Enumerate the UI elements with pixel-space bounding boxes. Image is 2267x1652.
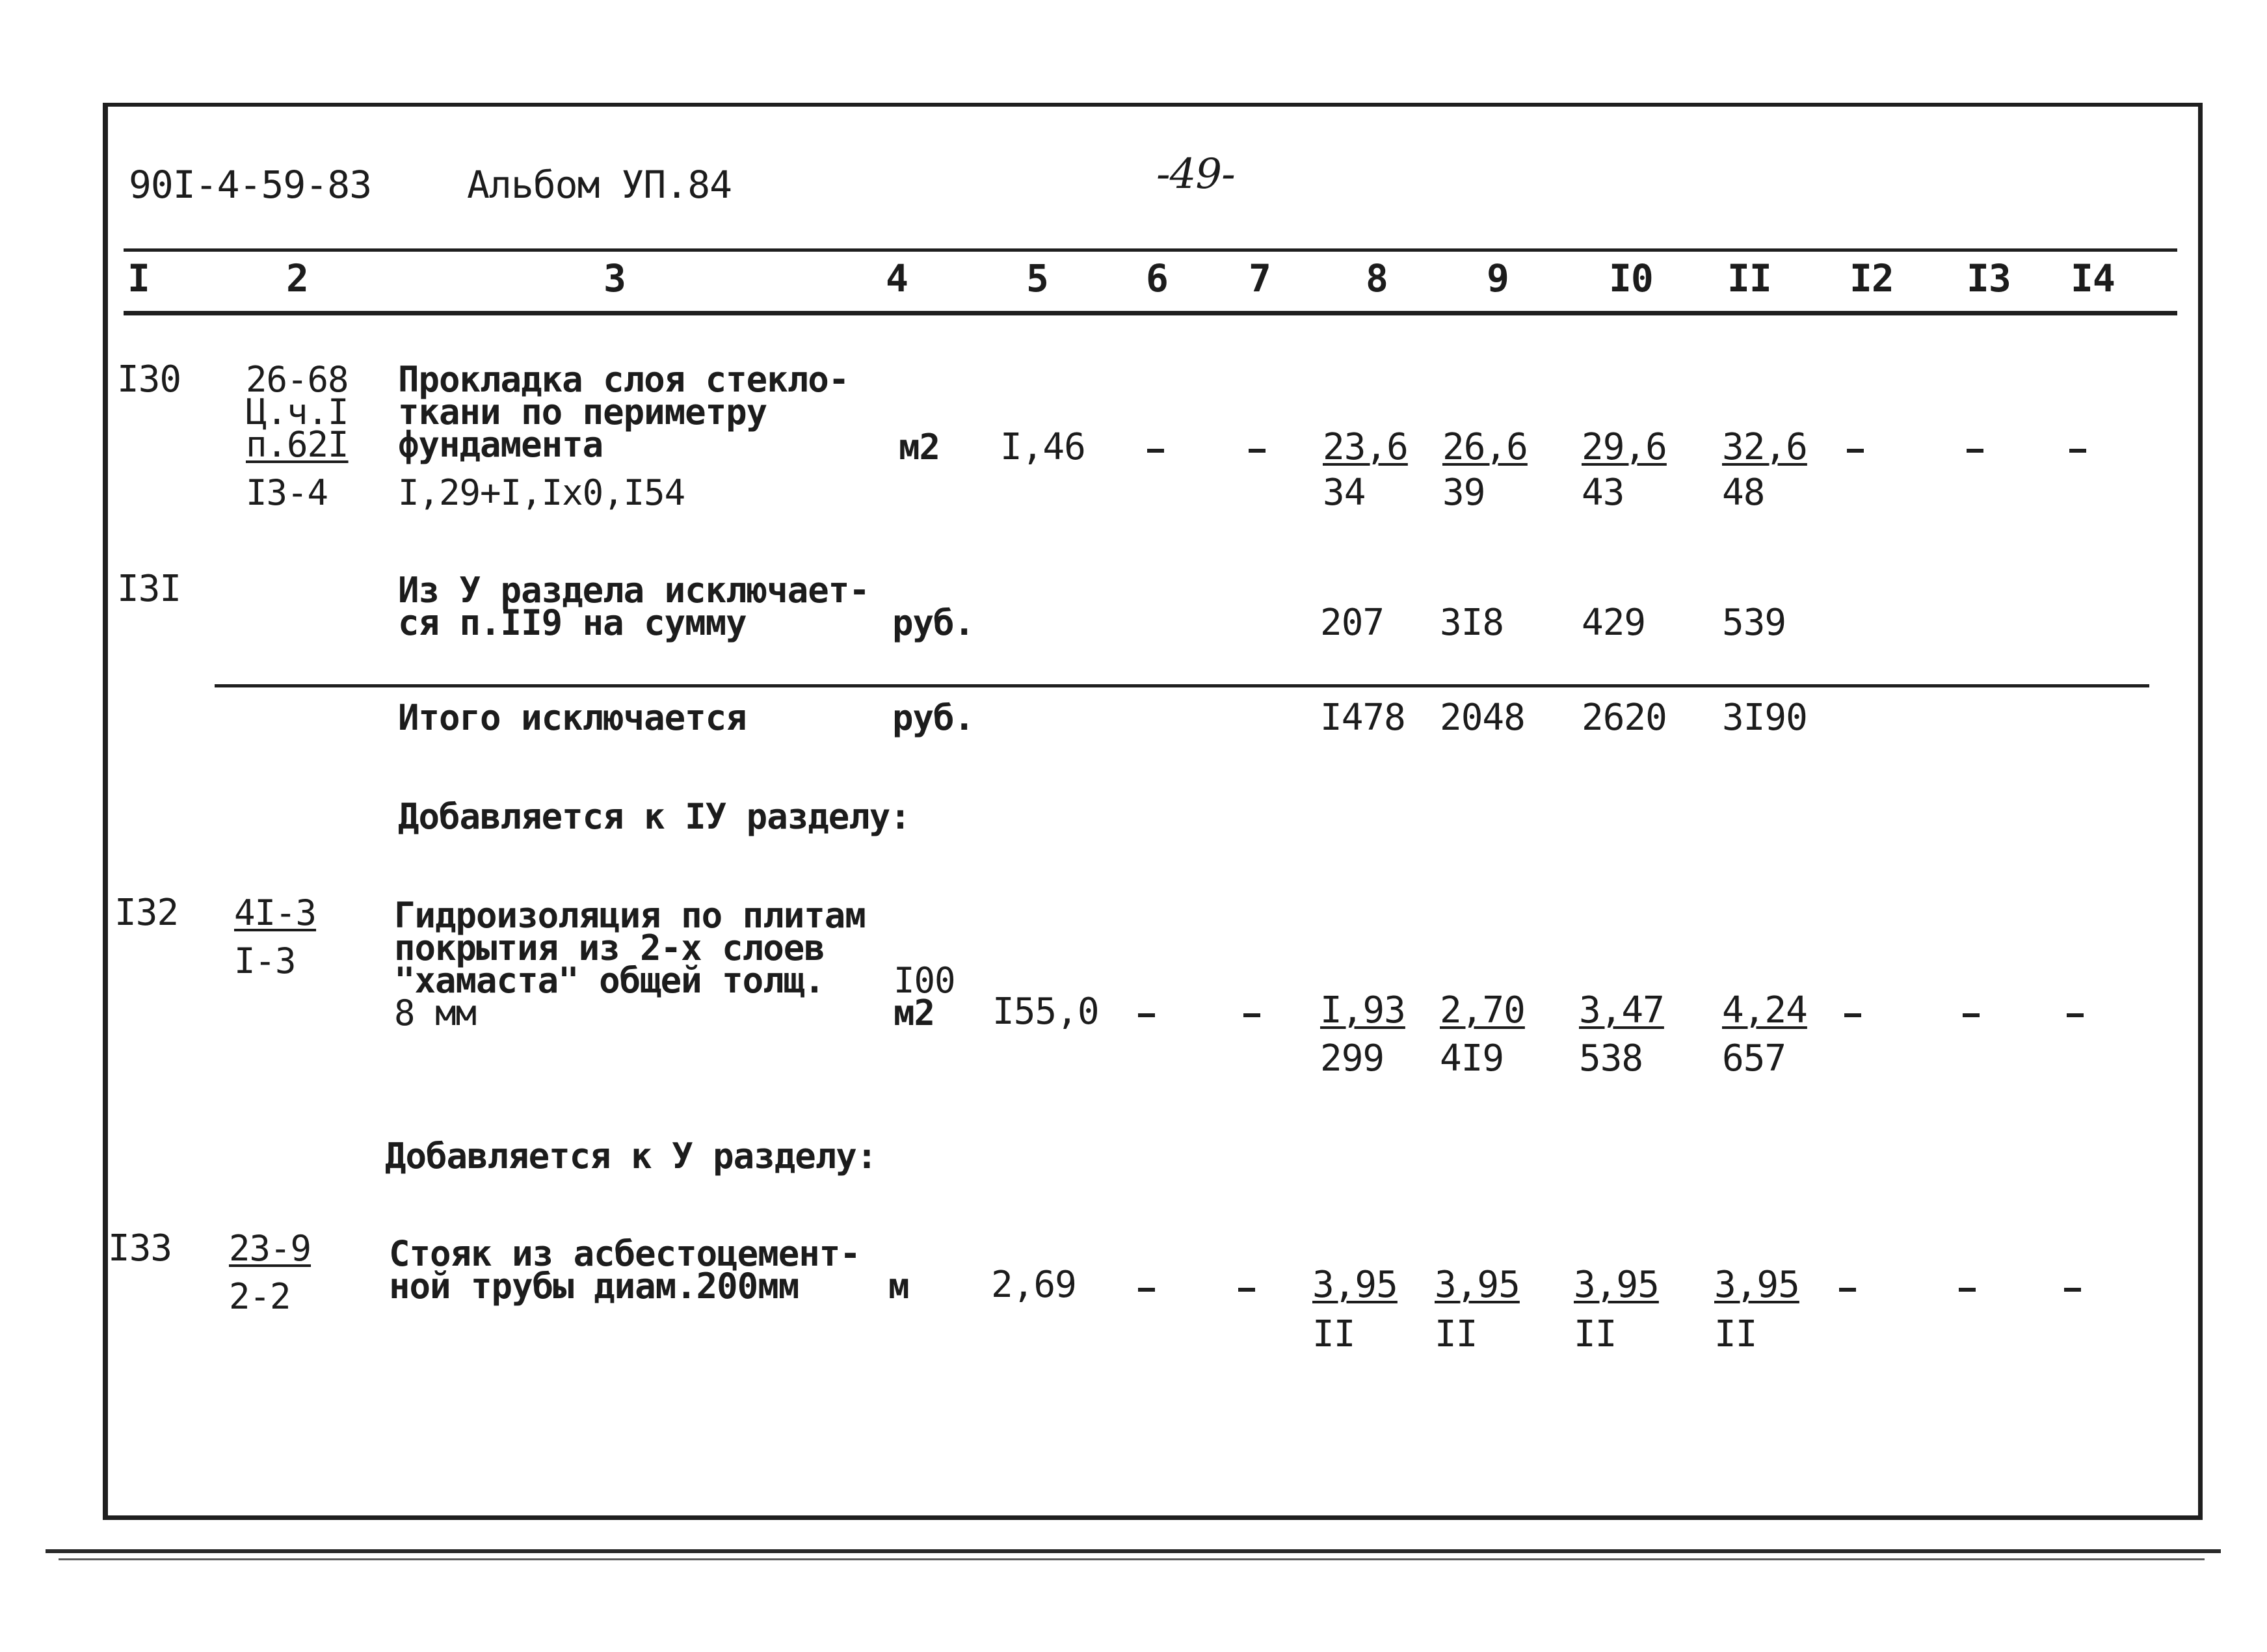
price: 3,95 xyxy=(1312,1264,1398,1306)
cost: II xyxy=(1574,1313,1617,1355)
unit: руб. xyxy=(892,697,975,738)
cost: 48 xyxy=(1722,472,1765,514)
price: 29,6 xyxy=(1582,426,1667,468)
empty-dash xyxy=(1238,1288,1255,1292)
description-line: Стояк из асбестоцемент- xyxy=(389,1233,860,1274)
cost: 43 xyxy=(1582,472,1624,514)
cost: 4I9 xyxy=(1440,1037,1504,1080)
col-4: 4 xyxy=(886,256,908,300)
col-3: 3 xyxy=(603,256,626,300)
description-line: фундамента xyxy=(398,424,603,465)
col-10: I0 xyxy=(1609,256,1653,300)
description-line: 8 мм xyxy=(394,993,477,1033)
price: 32,6 xyxy=(1722,426,1807,468)
header-rule-bottom xyxy=(124,311,2177,315)
price: 3,95 xyxy=(1435,1264,1520,1306)
quantity: I,46 xyxy=(1000,426,1085,468)
formula: I,29+I,Ix0,I54 xyxy=(398,472,685,513)
col-6: 6 xyxy=(1146,256,1168,300)
price: 2,70 xyxy=(1440,989,1525,1032)
col-8: 8 xyxy=(1366,256,1388,300)
col-13: I3 xyxy=(1967,256,2011,300)
col-1: I xyxy=(127,256,150,300)
cost: 299 xyxy=(1320,1037,1385,1080)
col-14: I4 xyxy=(2071,256,2115,300)
section-heading: Добавляется к У разделу: xyxy=(385,1136,877,1177)
price: 4,24 xyxy=(1722,989,1807,1032)
cost: II xyxy=(1312,1313,1355,1355)
cost: 34 xyxy=(1323,472,1366,514)
total-rule xyxy=(215,684,2149,687)
total-amount: I478 xyxy=(1320,697,1405,739)
description-line: Из У раздела исключает- xyxy=(398,570,869,611)
description-line: покрытия из 2-х слоев xyxy=(394,927,825,968)
empty-dash xyxy=(1138,1288,1155,1292)
rate-code: 23-9 xyxy=(229,1228,312,1269)
row-number: I33 xyxy=(108,1227,172,1270)
empty-dash xyxy=(1844,1013,1861,1017)
quantity: I55,0 xyxy=(992,991,1099,1033)
empty-dash xyxy=(1243,1013,1260,1017)
cost: II xyxy=(1435,1313,1478,1355)
price: 26,6 xyxy=(1442,426,1528,468)
empty-dash xyxy=(1967,449,1983,453)
col-9: 9 xyxy=(1487,256,1509,300)
unit: м2 xyxy=(899,427,940,468)
empty-dash xyxy=(2064,1288,2081,1292)
amount: 539 xyxy=(1722,602,1786,644)
rate-code: Ц.ч.I xyxy=(246,392,349,433)
album-label: Альбом УП.84 xyxy=(467,163,732,207)
empty-dash xyxy=(1963,1013,1980,1017)
quantity: 2,69 xyxy=(991,1264,1076,1306)
rate-code: I-3 xyxy=(234,940,296,981)
unit: м xyxy=(888,1266,909,1307)
col-12: I2 xyxy=(1849,256,1894,300)
col-7: 7 xyxy=(1249,256,1271,300)
description-line: "хамаста" общей толщ. xyxy=(394,960,825,1001)
price: 3,47 xyxy=(1579,989,1664,1032)
description-line: Прокладка слоя стекло- xyxy=(398,359,849,400)
col-2: 2 xyxy=(286,256,308,300)
empty-dash xyxy=(1839,1288,1856,1292)
section-heading: Добавляется к IУ разделу: xyxy=(398,796,910,837)
col-5: 5 xyxy=(1026,256,1048,300)
row-number: I3I xyxy=(117,568,181,610)
cost: 39 xyxy=(1442,472,1485,514)
amount: 429 xyxy=(1582,602,1646,644)
cost: 538 xyxy=(1579,1037,1643,1080)
empty-dash xyxy=(1959,1288,1976,1292)
empty-dash xyxy=(1847,449,1864,453)
rate-code: 2-2 xyxy=(229,1276,291,1317)
unit: м2 xyxy=(894,993,935,1033)
amount: 3I8 xyxy=(1440,602,1504,644)
bottom-rule xyxy=(46,1549,2221,1553)
row-number: I30 xyxy=(117,358,181,401)
cost: II xyxy=(1714,1313,1757,1355)
row-number: I32 xyxy=(114,892,179,934)
description-line: ной трубы диам.200мм xyxy=(389,1266,799,1307)
empty-dash xyxy=(1138,1013,1155,1017)
col-11: II xyxy=(1727,256,1771,300)
total-amount: 2620 xyxy=(1582,697,1667,739)
unit: I00 xyxy=(894,960,955,1001)
header-rule-top xyxy=(124,248,2177,252)
empty-dash xyxy=(1249,449,1266,453)
page-number: -49- xyxy=(1156,150,1235,198)
description-line: Гидроизоляция по плитам xyxy=(394,895,866,936)
amount: 207 xyxy=(1320,602,1385,644)
bottom-rule-thin xyxy=(59,1558,2205,1560)
empty-dash xyxy=(2067,1013,2084,1017)
unit: руб. xyxy=(892,602,975,643)
rate-code: I3-4 xyxy=(246,472,328,513)
rate-code: 4I-3 xyxy=(234,892,317,933)
cost: 657 xyxy=(1722,1037,1786,1080)
doc-code: 90I-4-59-83 xyxy=(129,163,372,207)
price: 3,95 xyxy=(1714,1264,1799,1306)
total-label: Итого исключается xyxy=(398,697,747,738)
total-amount: 2048 xyxy=(1440,697,1525,739)
description-line: ся п.II9 на сумму xyxy=(398,602,747,643)
price: 3,95 xyxy=(1574,1264,1659,1306)
empty-dash xyxy=(1147,449,1164,453)
price: 23,6 xyxy=(1323,426,1408,468)
rate-code: 26-68 xyxy=(246,359,349,400)
description-line: ткани по периметру xyxy=(398,392,767,433)
total-amount: 3I90 xyxy=(1722,697,1807,739)
empty-dash xyxy=(2069,449,2086,453)
price: I,93 xyxy=(1320,989,1405,1032)
rate-code: п.62I xyxy=(246,424,349,465)
